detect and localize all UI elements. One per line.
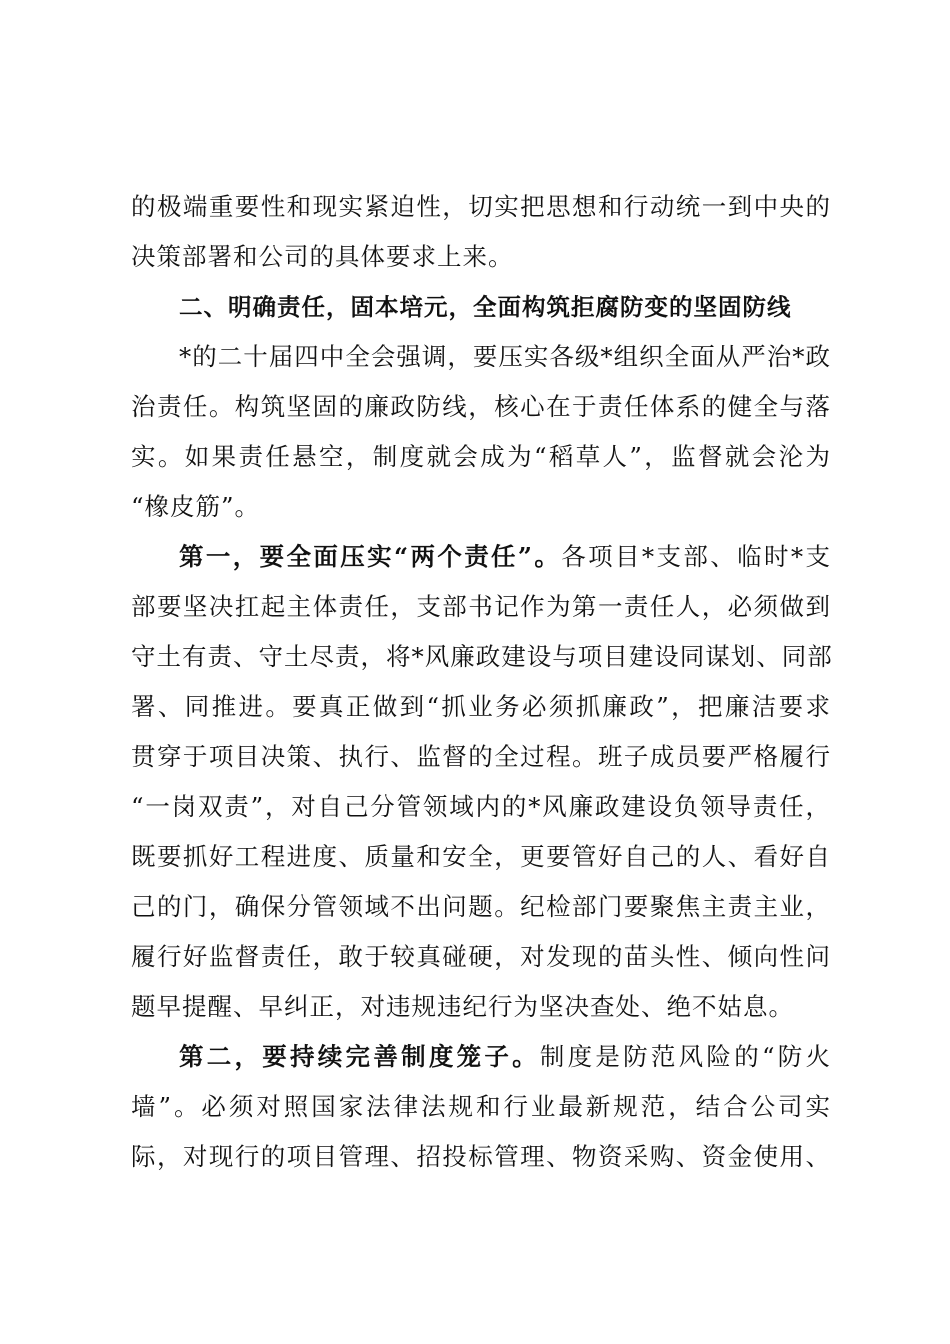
paragraph-1 (131, 182, 831, 282)
section-heading (131, 282, 831, 332)
text-line: *的二十届四中全会强调，要压实各级*组织全面从严治*政 (179, 342, 831, 371)
text-line: 既要抓好工程进度、质量和安全，更要管好自己的人、看好自 (131, 842, 831, 871)
text-line: 己的门，确保分管领域不出问题。纪检部门要聚焦主责主业， (131, 892, 831, 921)
text-line: 实。如果责任悬空，制度就会成为“稻草人”，监督就会沦为 (131, 442, 831, 471)
text-line: 的极端重要性和现实紧迫性，切实把思想和行动统一到中央的 (131, 192, 831, 221)
section-heading-text: 二、明确责任，固本培元，全面构筑拒腐防变的坚固防线 (179, 293, 792, 321)
text-line: “橡皮筋”。 (131, 492, 261, 521)
text-run: 各项目*支部、临时*支 (561, 542, 832, 571)
text-line: 履行好监督责任，敢于较真碰硬，对发现的苗头性、倾向性问 (131, 942, 831, 971)
text-line: 守土有责、守土尽责，将*风廉政建设与项目建设同谋划、同部 (131, 642, 833, 671)
document-body (131, 182, 831, 1182)
text-line: 贯穿于项目决策、执行、监督的全过程。班子成员要严格履行 (131, 742, 831, 771)
text-line (131, 532, 831, 582)
text-line: 署、同推进。要真正做到“抓业务必须抓廉政”，把廉洁要求 (131, 692, 831, 721)
paragraph-4 (131, 1032, 831, 1182)
text-line: 决策部署和公司的具体要求上来。 (131, 242, 514, 271)
paragraph-2 (131, 332, 831, 532)
paragraph-lead: 第二，要持续完善制度笼子。 (179, 1042, 540, 1071)
text-line: 际，对现行的项目管理、招投标管理、物资采购、资金使用、 (131, 1142, 831, 1171)
paragraph-3 (131, 532, 831, 1032)
text-line: “一岗双责”，对自己分管领域内的*风廉政建设负领导责任， (131, 792, 831, 821)
text-line: 题早提醒、早纠正，对违规违纪行为坚决查处、绝不姑息。 (131, 992, 794, 1021)
text-line: 治责任。构筑坚固的廉政防线，核心在于责任体系的健全与落 (131, 392, 831, 421)
text-line (131, 1032, 831, 1082)
text-line: 部要坚决扛起主体责任，支部书记作为第一责任人，必须做到 (131, 592, 831, 621)
paragraph-lead: 第一，要全面压实“两个责任”。 (179, 542, 562, 571)
text-line: 墙”。必须对照国家法律法规和行业最新规范，结合公司实 (131, 1092, 831, 1121)
text-run: 制度是防范风险的“防火 (539, 1042, 831, 1071)
